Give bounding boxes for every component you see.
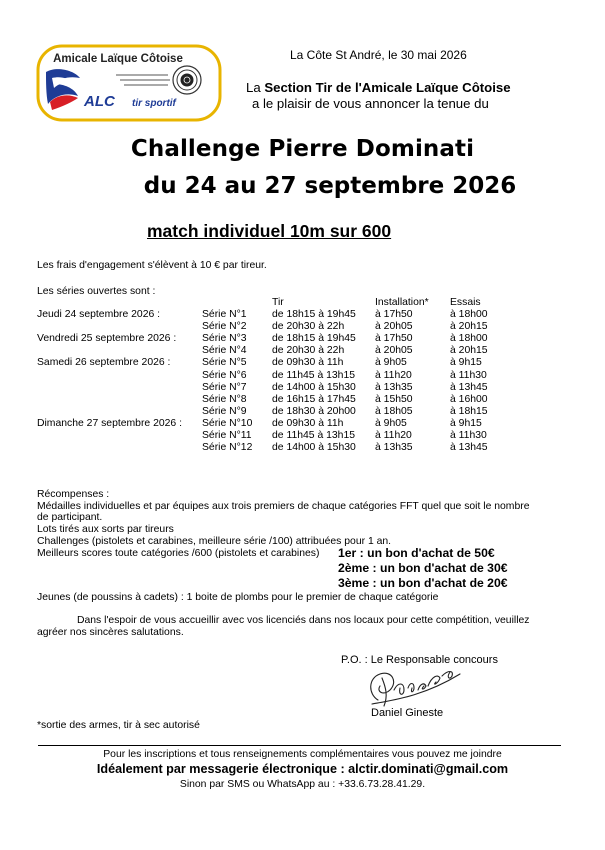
schedule-essais: à 11h30 — [450, 430, 487, 441]
rewards-lots: Lots tirés aux sorts par tireurs — [37, 524, 174, 535]
schedule-tir: de 09h30 à 11h — [272, 357, 344, 369]
rewards-heading: Récompenses : — [37, 489, 110, 500]
event-title: Challenge Pierre Dominati — [130, 136, 475, 162]
prize-2: 2ème : un bon d'achat de 30€ — [338, 561, 508, 575]
schedule-serie: Série N°9 — [202, 405, 247, 417]
schedule-row — [37, 345, 557, 357]
closing-line-2: agréer nos sincères salutations. — [37, 627, 184, 638]
schedule-tir: de 11h45 à 13h15 — [272, 430, 356, 441]
schedule-tir: de 14h00 à 15h30 — [272, 442, 356, 454]
schedule-row — [37, 406, 557, 418]
schedule-tir: de 20h30 à 22h — [272, 321, 345, 333]
schedule-row — [37, 382, 557, 394]
header-tir: Tir — [272, 297, 284, 308]
prize-3: 3ème : un bon d'achat de 20€ — [338, 576, 508, 590]
schedule-row — [37, 321, 557, 333]
schedule-serie: Série N°4 — [202, 345, 247, 357]
schedule-installation: à 9h05 — [375, 357, 407, 369]
schedule-installation: à 20h05 — [375, 321, 413, 333]
letter-date: La Côte St André, le 30 mai 2026 — [290, 48, 467, 62]
schedule-serie: Série N°7 — [202, 381, 247, 393]
footer-divider — [38, 745, 561, 746]
schedule-installation: à 17h50 — [375, 333, 413, 345]
intro-line-1 — [246, 80, 511, 95]
schedule-installation: à 9h05 — [375, 417, 407, 429]
schedule-serie: Série N°11 — [202, 430, 252, 441]
alc-logo — [36, 44, 222, 122]
schedule-day: Jeudi 24 septembre 2026 : — [37, 309, 161, 320]
schedule-tir: de 18h15 à 19h45 — [272, 333, 356, 345]
schedule-installation: à 15h50 — [375, 393, 413, 405]
header-installation: Installation* — [375, 297, 429, 308]
schedule-installation: à 11h20 — [375, 430, 412, 441]
schedule-serie: Série N°12 — [202, 442, 253, 454]
schedule-essais: à 11h30 — [450, 369, 487, 381]
rewards-youth: Jeunes (de poussins à cadets) : 1 boite de plombs pour le premier de chaque catégorie — [37, 592, 439, 603]
logo-tagline: tir sportif — [132, 98, 176, 109]
schedule-tir: de 11h45 à 13h15 — [272, 369, 356, 381]
intro-section-name: Section Tir de l'Amicale Laïque Côtoise — [264, 80, 511, 95]
schedule-essais: à 18h00 — [450, 333, 488, 345]
schedule-essais: à 13h45 — [450, 381, 488, 393]
fees-text: Les frais d'engagement s'élèvent à 10 € par tireur. — [37, 260, 267, 271]
schedule-essais: à 16h00 — [450, 393, 488, 405]
schedule-row — [37, 309, 557, 321]
schedule-header-row — [37, 297, 557, 309]
schedule-row — [37, 442, 557, 454]
schedule-installation: à 20h05 — [375, 345, 413, 357]
event-subtitle: match individuel 10m sur 600 — [147, 221, 392, 241]
schedule-essais: à 18h15 — [450, 405, 488, 417]
intro-prefix: La — [246, 80, 265, 95]
intro-line-2: a le plaisir de vous annoncer la tenue du — [252, 96, 489, 111]
schedule-row — [37, 394, 557, 406]
schedule-essais: à 18h00 — [450, 309, 488, 320]
schedule-installation: à 17h50 — [375, 309, 413, 320]
schedule-tir: de 18h15 à 19h45 — [272, 309, 356, 320]
schedule-installation: à 13h35 — [375, 442, 413, 454]
rewards-best-scores: Meilleurs scores toute catégories /600 (pistolets et carabines) — [37, 548, 320, 559]
schedule-essais: à 9h15 — [450, 417, 482, 429]
series-intro: Les séries ouvertes sont : — [37, 286, 156, 297]
schedule-day: Vendredi 25 septembre 2026 : — [37, 333, 177, 345]
schedule-tir: de 20h30 à 22h — [272, 345, 345, 357]
schedule-tir: de 16h15 à 17h45 — [272, 393, 356, 405]
handwritten-signature — [364, 660, 474, 712]
schedule-installation: à 18h05 — [375, 405, 413, 417]
footer-line-2: Idéalement par messagerie électronique : alctir.dominati@gmail.com — [96, 762, 509, 776]
schedule-installation: à 11h20 — [375, 369, 412, 381]
rewards-medals-1: Médailles individuelles et par équipes aux trois premiers de chaque catégories FFT quel que soit le nombre — [37, 501, 530, 512]
schedule-serie: Série N°10 — [202, 417, 253, 429]
schedule-tir: de 18h30 à 20h00 — [272, 405, 356, 417]
rewards-challenges: Challenges (pistolets et carabines, meilleure série /100) attribuées pour 1 an. — [37, 536, 392, 547]
closing-line-1: Dans l'espoir de vous accueillir avec vos licenciés dans nos locaux pour cette compétition, veuillez — [77, 615, 530, 626]
schedule-row — [37, 370, 557, 382]
schedule-row — [37, 430, 557, 442]
schedule-essais: à 20h15 — [450, 345, 488, 357]
prize-1: 1er : un bon d'achat de 50€ — [338, 546, 495, 560]
signer-name: Daniel Gineste — [371, 707, 444, 719]
schedule-installation: à 13h35 — [375, 381, 413, 393]
schedule-essais: à 13h45 — [450, 442, 488, 454]
header-essais: Essais — [450, 297, 481, 308]
footnote: *sortie des armes, tir à sec autorisé — [37, 720, 200, 731]
schedule-serie: Série N°2 — [202, 321, 247, 333]
schedule-tir: de 14h00 à 15h30 — [272, 381, 356, 393]
event-dates: du 24 au 27 septembre 2026 — [143, 173, 517, 199]
schedule-row — [37, 333, 557, 345]
schedule-row — [37, 357, 557, 369]
footer-line-1: Pour les inscriptions et tous renseignements complémentaires vous pouvez me joindre — [103, 749, 502, 760]
schedule-tir: de 09h30 à 11h — [272, 417, 344, 429]
schedule-essais: à 20h15 — [450, 321, 488, 333]
schedule-serie: Série N°5 — [202, 357, 247, 369]
rewards-medals-2: de participant. — [37, 512, 103, 523]
logo-initials: ALC — [84, 93, 115, 110]
schedule-serie: Série N°6 — [202, 369, 247, 381]
schedule-serie: Série N°1 — [202, 309, 247, 320]
schedule-serie: Série N°8 — [202, 393, 247, 405]
schedule-serie: Série N°3 — [202, 333, 247, 345]
schedule-essais: à 9h15 — [450, 357, 482, 369]
schedule-day: Dimanche 27 septembre 2026 : — [37, 417, 182, 429]
logo-title: Amicale Laïque Côtoise — [53, 53, 183, 65]
footer-line-3: Sinon par SMS ou WhatsApp au : +33.6.73.28.41.29. — [179, 779, 426, 790]
schedule-row — [37, 418, 557, 430]
schedule-day: Samedi 26 septembre 2026 : — [37, 357, 171, 369]
po-line: P.O. : Le Responsable concours — [341, 654, 498, 666]
